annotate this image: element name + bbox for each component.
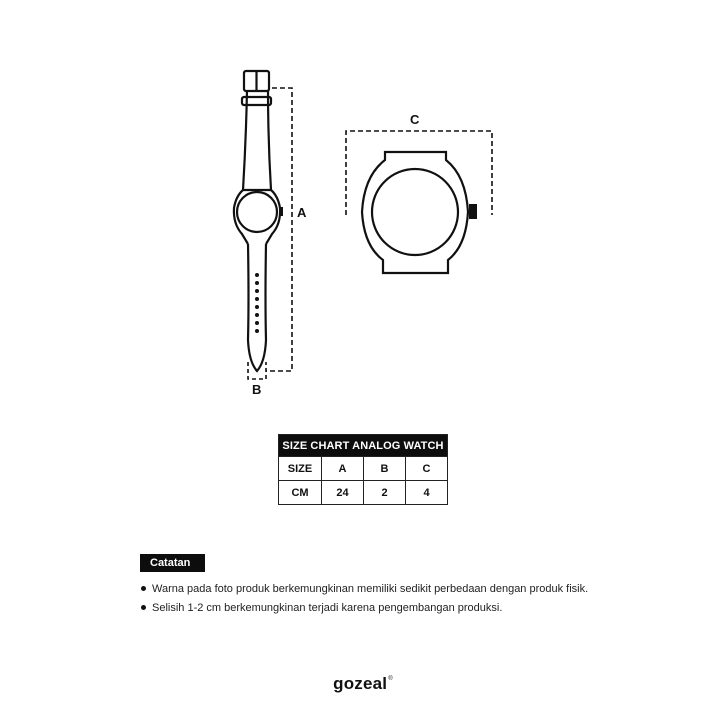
left-lug — [234, 190, 248, 244]
table-cell: CM — [279, 481, 322, 505]
table-cell: 2 — [364, 481, 406, 505]
table-header-row — [279, 457, 448, 481]
table-cell: 24 — [322, 481, 364, 505]
dimension-a-label: A — [297, 205, 307, 220]
brand-name: gozeal — [333, 674, 388, 693]
watch-case — [237, 192, 277, 232]
list-item: Selisih 1-2 cm berkemungkinan terjadi karena pengembangan produksi. — [140, 601, 588, 620]
strap-holes — [255, 273, 259, 333]
table-cell: C — [406, 457, 448, 481]
table-cell: SIZE — [279, 457, 322, 481]
size-chart-table — [278, 434, 448, 505]
dimension-a-line — [266, 88, 292, 371]
case-dial — [372, 169, 458, 255]
dimension-c-label: C — [410, 112, 420, 127]
notes-list — [140, 582, 588, 620]
table-cell: 4 — [406, 481, 448, 505]
crown-large — [469, 204, 477, 219]
brand-logo — [0, 674, 726, 694]
table-cell: A — [322, 457, 364, 481]
list-item: Warna pada foto produk berkemungkinan memiliki sedikit perbedaan dengan produk fisik. — [140, 582, 588, 601]
full-watch-drawing — [234, 71, 280, 371]
registered-mark: ® — [388, 676, 393, 682]
crown-small — [279, 207, 283, 216]
notes-heading: Catatan — [140, 554, 205, 572]
dimension-b-label: B — [252, 382, 262, 397]
case-detail-drawing — [362, 152, 468, 273]
dimension-c-line — [346, 131, 492, 215]
table-row — [279, 481, 448, 505]
table-cell: B — [364, 457, 406, 481]
right-lug — [266, 190, 280, 244]
size-chart-title: SIZE CHART ANALOG WATCH — [279, 435, 448, 457]
